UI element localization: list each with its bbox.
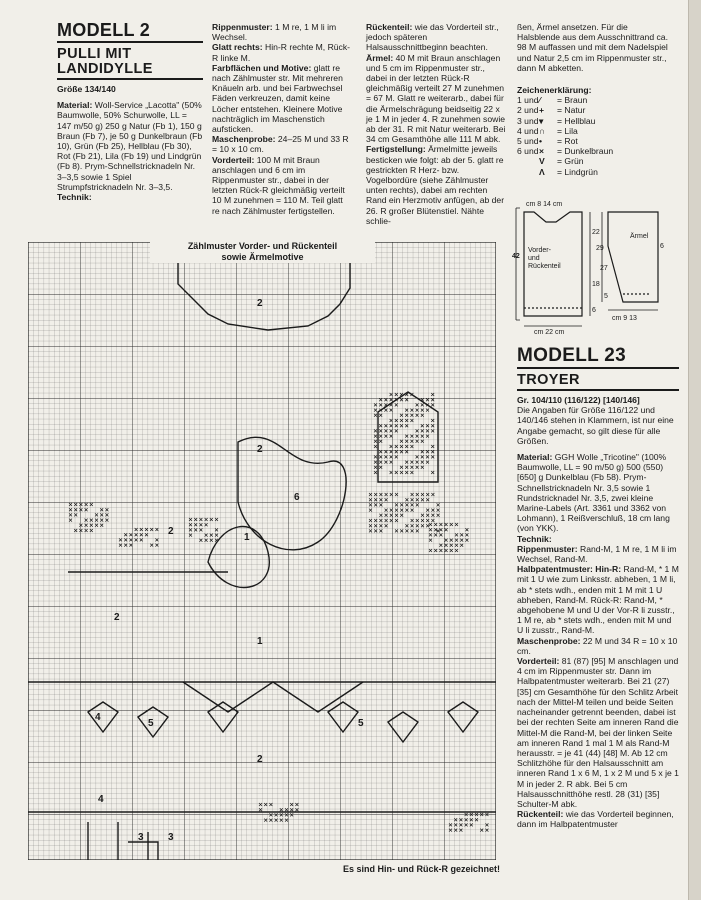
paragraph [212,134,352,154]
modell2-intro-column [57,20,203,202]
chart-number: 2 [257,298,263,309]
legend-color: = Lindgrün [557,166,598,177]
modell23-subtitle: TROYER [517,372,580,388]
paragraph-label: Rippenmuster: [212,22,273,32]
paragraph-label: Halbpatentmuster: Hin-R: [517,564,622,575]
paragraph-text: ßen, Ärmel ansetzen. Für die Halsblende aus dem Ausschnittrand ca. 98 M auffassen und mit dem Nadelspiel und Natur 2,5 cm im Rippenmuster str., dann M abketten. [517,22,668,73]
paragraph [517,534,679,544]
legend-list [517,95,669,177]
modell23-title: MODELL 23 [517,345,626,366]
knitting-chart [28,242,496,860]
legend-color: = Braun [557,95,588,106]
subtitle-rule [57,78,203,80]
paragraph [517,452,679,534]
chart-number: 4 [95,712,101,723]
legend-symbol: ∩ [539,125,546,136]
legend-symbol: × [539,146,545,157]
paragraph [212,22,352,42]
dimension-text: 27 [600,265,608,272]
chart-number: 6 [294,492,300,503]
legend-item [517,136,669,146]
dimension-text: 42 [512,253,520,260]
sizes-label: Gr. 104/110 (116/122) [140/146] [517,395,640,405]
legend-number: 6 und [517,146,539,157]
modell2-column-4 [517,22,669,177]
paragraph-label: Rückenteil: [517,809,564,820]
dimension-line [516,208,520,320]
legend-number [517,167,539,177]
paragraph-label: Material: [517,452,553,463]
chart-footnote: Es sind Hin- und Rück-R gezeichnet! [342,864,500,874]
modell2-column-3 [366,22,506,226]
paragraph-label: Glatt rechts: [212,42,263,53]
schematic-drawing [512,198,672,336]
dimension-text: 18 [592,281,600,288]
piece-label: Rückenteil [528,263,561,270]
legend-symbol: • [539,136,543,147]
modell2-title: MODELL 2 [57,20,151,40]
chart-number: 2 [257,444,263,455]
material-label: Material: [57,100,93,111]
modell2-column-2 [212,22,352,216]
legend-number: 3 und [517,115,539,126]
legend-item [517,116,669,126]
paragraph-text: 22 M und 34 R = 10 x 10 cm. [517,635,678,656]
modell23-column [517,346,679,830]
dimension-text: cm 22 cm [534,329,565,336]
legend-item [517,156,669,166]
material-paragraph [57,100,203,192]
legend-number: 2 und [517,105,539,116]
legend-color: = Dunkelbraun [557,146,614,157]
paragraph-text: wie das Vorderteil str., jedoch späteren Halsausschnittbeginn beachten. [366,22,499,53]
chart-number: 1 [244,532,250,543]
legend-item [517,95,669,105]
paragraph-label: Maschenprobe: [517,635,581,646]
paragraph [212,42,352,62]
dimension-text: 29 [596,245,604,252]
paragraph-label: Maschenprobe: [212,134,276,145]
sleeve-outline [608,212,658,302]
paragraph-text: Hin-R rechte M, Rück-R linke M. [212,42,351,63]
paragraph [517,636,679,656]
legend-item [517,105,669,115]
paragraph [212,63,352,134]
pattern-schematic [512,198,672,336]
paragraph-text: wie das Vorderteil beginnen, dann im Halbpatentmuster [517,809,674,830]
legend-title: Zeichenerklärung: [517,85,592,96]
chart-number: 2 [114,612,120,623]
chart-number: 1 [257,636,263,647]
size-label: Größe 134/140 [57,84,116,94]
legend-symbol: Λ [539,166,545,177]
chart-number: 5 [148,718,154,729]
legend-item [517,126,669,136]
legend-number: 4 und [517,125,539,136]
paragraph-label: Vorderteil: [517,656,560,667]
chart-number: 3 [168,832,174,843]
legend-item [517,167,669,177]
paragraph-text: GGH Wolle „Tricotine" (100% Baumwolle, LL = 90 m/50 g) 500 (550) [650] g Dunkelblau (Fb 58). Prym-Schnellstricknadeln Nr. 3,5 sowie 1 Rundstricknadel Nr. 3,5, zwei kleine Marine-Labels (Art. 3361 und 3362 von Lohmann), 1 Reißverschluß, 18 cm lang (von YKK). [517,452,670,534]
paragraph-label: Technik: [517,533,552,544]
piece-label: Vorder- [528,247,551,254]
chart-title-line: Zählmuster Vorder- und Rückenteil [187,241,338,251]
major-grid [28,242,496,860]
paragraph-text: Ärmelmitte jeweils besticken wie folgt: ab der 5. glatt re gestrickten R Herz- bzw. Vogelbordüre (siehe Zählmuster unten rechts), dabei am rechten Rand ein Herzmotiv anfügen, ab der 26. R großer Blütenstiel. Nähte schlie- [366,144,505,226]
paragraph-text: 1 M re, 1 M li im Wechsel. [212,22,337,43]
sleeve-label: Ärmel [630,233,649,240]
paragraph-text: 100 M mit Braun anschlagen und 6 cm im Rippenmuster str., dabei in der letzten Rück-R gleichmäßig verteilt 10 M zunehmen = 110 M. Teil glatt re nach Zählmuster fertigstellen. [212,154,345,216]
legend-color: = Rot [557,136,578,147]
paragraph-label: Rückenteil: [366,22,413,32]
legend-color: = Hellblau [557,115,596,126]
legend-color: = Natur [557,105,586,116]
paragraph-text: 24–25 M und 33 R = 10 x 10 cm. [212,134,349,155]
paragraph [212,155,352,216]
dimension-text: cm 8 14 cm [526,201,563,208]
paragraph-text: glatt re nach Zählmuster str. Mit mehreren Knäueln arb. und bei Farbwechsel Fäden verkreuzen, damit keine Löcher entstehen. Kleinere Motive nachträglich im Maschenstich aufsticken. [212,62,343,135]
dimension-text: 6 [592,307,596,314]
paragraph [517,544,679,564]
chart-number: 4 [98,794,104,805]
legend-item [517,146,669,156]
material-text: Woll-Service „Lacotta" (50% Baumwolle, 50% Schurwolle, LL = 147 m/50 g) 250 g Natur (Fb 1), 150 g Braun (Fb 7), je 50 g Dunkelbraun (Fb 10), Grün (Fb 25), Hellblau (Fb 30), Rot (Fb 21), Lila (Fb 19) und Lindgrün (Fb 8). Prym-Schnellstricknadeln Nr. 3–3,5 sowie 1 Spiel Strumpfstricknadeln Nr. 3–3,5. [57,100,203,192]
paragraph-text: 81 (87) [95] M anschlagen und 4 cm im Rippenmuster str. Dann im Halbpatentmuster weiterarb. Bei 21 (27) [35] cm Gesamthöhe für den Schlitz Arbeit nach der Mittel-M teilen und beide Seiten nacheinander getrennt beenden, dabei ist bei der rechten Seite am inneren Rand die Mittel-M die Rand-M, bei der linken Seite am inneren Rand 1 mal 1 M als Rand-M herausstr. = je 41 (44) [48] M. Ab 12 cm Schlitzhöhe für den Halsausschnitt am inneren Rand 1 x 6 M, 1 x 2 M und 5 x je 1 M in jeder 2. R abk. Bei 5 cm Halsausschnitthöhe restl. 28 (31) [35] Schulter-M abk. [517,656,679,809]
chart-number: 2 [168,526,174,537]
modell2-subtitle-line2: LANDIDYLLE [57,61,153,77]
paragraph [366,53,506,145]
legend-symbol: + [539,105,545,116]
chart-title-line: sowie Ärmelmotive [221,252,304,262]
paragraph-text: Rand-M, 1 M re, 1 M li im Wechsel, Rand-M. [517,543,677,565]
paragraph [366,22,506,53]
paragraph-label: Rippenmuster: [517,543,578,554]
title-rule [57,41,203,43]
paragraph [517,564,679,635]
legend-color: = Grün [557,156,584,167]
paragraph [366,144,506,226]
dimension-text: 5 [604,293,608,300]
technik-label: Technik: [57,192,92,203]
dimension-text: cm 9 13 [612,315,637,322]
paragraph-label: Vorderteil: [212,154,255,165]
chart-number: 5 [358,718,364,729]
sizes-text: Die Angaben für Größe 116/122 und 140/146 stehen in Klammern, ist nur eine Angabe gemacht, so gilt diese für alle Größen. [517,405,674,446]
paragraph-label: Farbflächen und Motive: [212,62,312,73]
chart-number: 3 [138,832,144,843]
knitting-chart-grid [28,242,496,860]
legend-symbol: ▾ [539,115,544,126]
subtitle-rule [517,389,679,391]
paragraph [517,809,679,829]
legend-number [517,156,539,166]
paragraph-text: 40 M mit Braun anschlagen und 5 cm im Rippenmuster str., dabei in der letzten Rück-R gleichmäßig verteilt 27 M zunehmen = 67 M. Glatt re weiterarb., dabei für die Ärmelschrägung beidseitig 22 x je 1 M in jeder 4. R zunehmen sowie ab der 31. R mit Natur weiterarb. Bei 34 cm Gesamthöhe alle 111 M abk. [366,52,506,145]
piece-label: und [528,255,540,262]
legend-symbol: ⁄ [539,95,541,106]
legend-symbol: V [539,156,545,167]
chart-title [150,241,375,263]
dimension-text: 22 [592,229,600,236]
chart-number: 2 [257,754,263,765]
modell2-subtitle-line1: PULLI MIT [57,46,132,62]
legend-color: = Lila [557,125,578,136]
paragraph-label: Fertigstellung: [366,144,426,155]
paragraph [517,656,679,809]
title-rule [517,367,679,369]
paragraph-text: Rand-M, * 1 M mit 1 U wie zum Linksstr. abheben, 1 M li, ab * stets wdh., enden mit 1 M mit 1 U abheben, Rand-M. Rück-R: Rand-M, * abgehobene M und U der Vor-R li zusstr., 1 M re, ab * stets wdh., enden mit M und U li zusstr., Rand-M. [517,564,679,636]
legend-number: 1 und [517,95,539,106]
page-gutter [688,0,701,900]
dimension-text: 6 [660,243,664,250]
legend-number: 5 und [517,136,539,147]
paragraph-label: Ärmel: [366,52,394,63]
